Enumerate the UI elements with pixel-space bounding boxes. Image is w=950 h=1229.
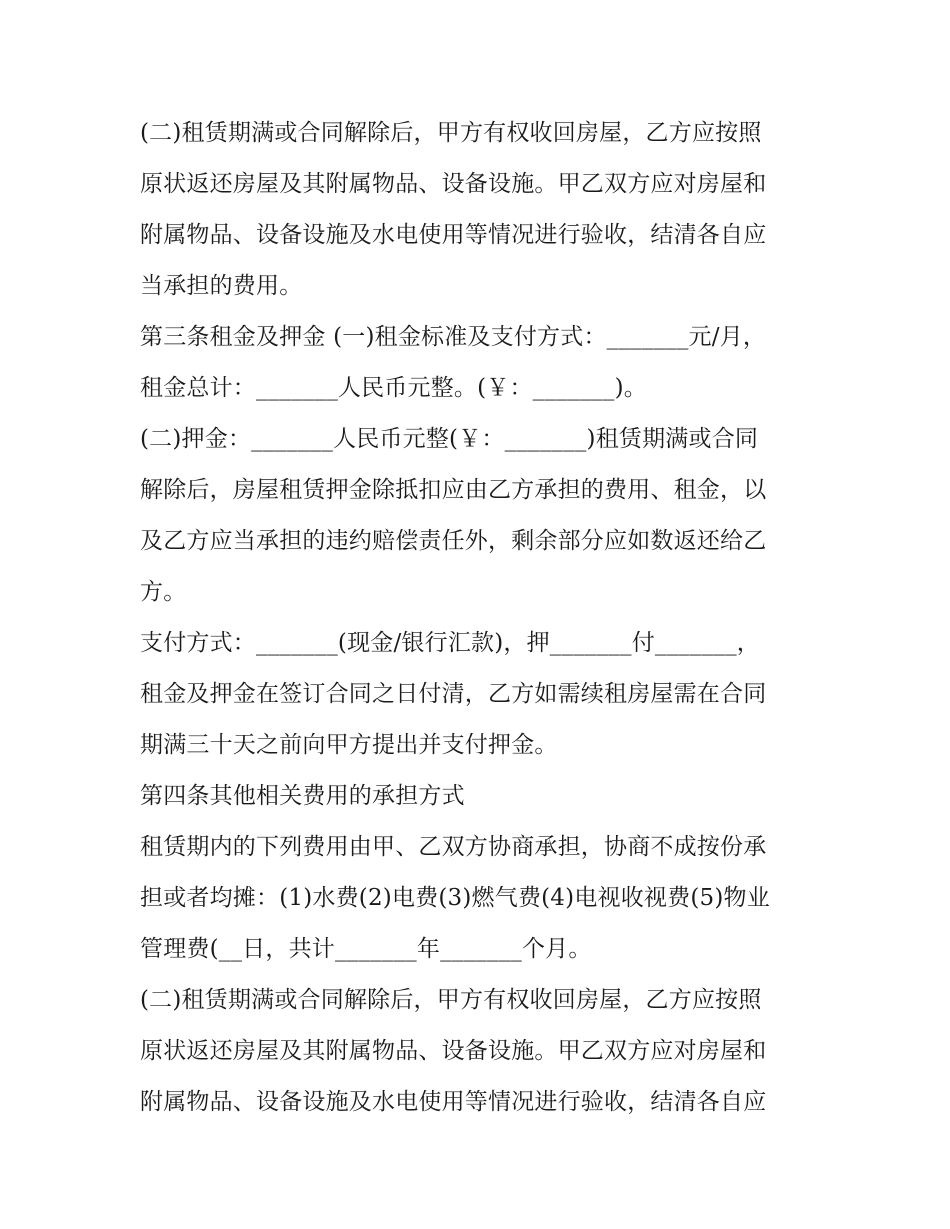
- text-line: (二)租赁期满或合同解除后，甲方有权收回房屋，乙方应按照: [140, 987, 762, 1013]
- text-line: 当承担的费用。: [140, 273, 303, 299]
- text-line: 附属物品、设备设施及水电使用等情况进行验收，结清各自应: [140, 222, 767, 248]
- text-line: 及乙方应当承担的违约赔偿责任外，剩余部分应如数返还给乙: [140, 528, 767, 554]
- text-line: 期满三十天之前向甲方提出并支付押金。: [140, 732, 558, 758]
- section-heading: 第四条其他相关费用的承担方式: [140, 783, 465, 809]
- text-line: 解除后，房屋租赁押金除抵扣应由乙方承担的费用、租金，以: [140, 477, 767, 503]
- text-line: 担或者均摊：(1)水费(2)电费(3)燃气费(4)电视收视费(5)物业: [140, 885, 770, 911]
- text-line: 租赁期内的下列费用由甲、乙双方协商承担，协商不成按份承: [140, 834, 767, 860]
- text-line: 管理费(__日，共计_______年_______个月。: [140, 936, 592, 962]
- text-line: 第三条租金及押金 (一)租金标准及支付方式：_______元/月，: [140, 324, 767, 350]
- document-body: [140, 108, 820, 1128]
- text-line: 原状返还房屋及其附属物品、设备设施。甲乙双方应对房屋和: [140, 1038, 767, 1064]
- text-line: 租金总计：_______人民币元整。(￥：_______)。: [140, 375, 647, 401]
- text-line: (二)租赁期满或合同解除后，甲方有权收回房屋，乙方应按照: [140, 120, 762, 146]
- text-line: 方。: [140, 579, 187, 605]
- text-line: 原状返还房屋及其附属物品、设备设施。甲乙双方应对房屋和: [140, 171, 767, 197]
- text-line: (二)押金：_______人民币元整(￥：_______)租赁期满或合同: [140, 426, 759, 452]
- text-line: 附属物品、设备设施及水电使用等情况进行验收，结清各自应: [140, 1089, 767, 1115]
- text-line: 租金及押金在签订合同之日付清，乙方如需续租房屋需在合同: [140, 681, 767, 707]
- text-line: 支付方式：_______(现金/银行汇款)，押_______付_______，: [140, 630, 760, 656]
